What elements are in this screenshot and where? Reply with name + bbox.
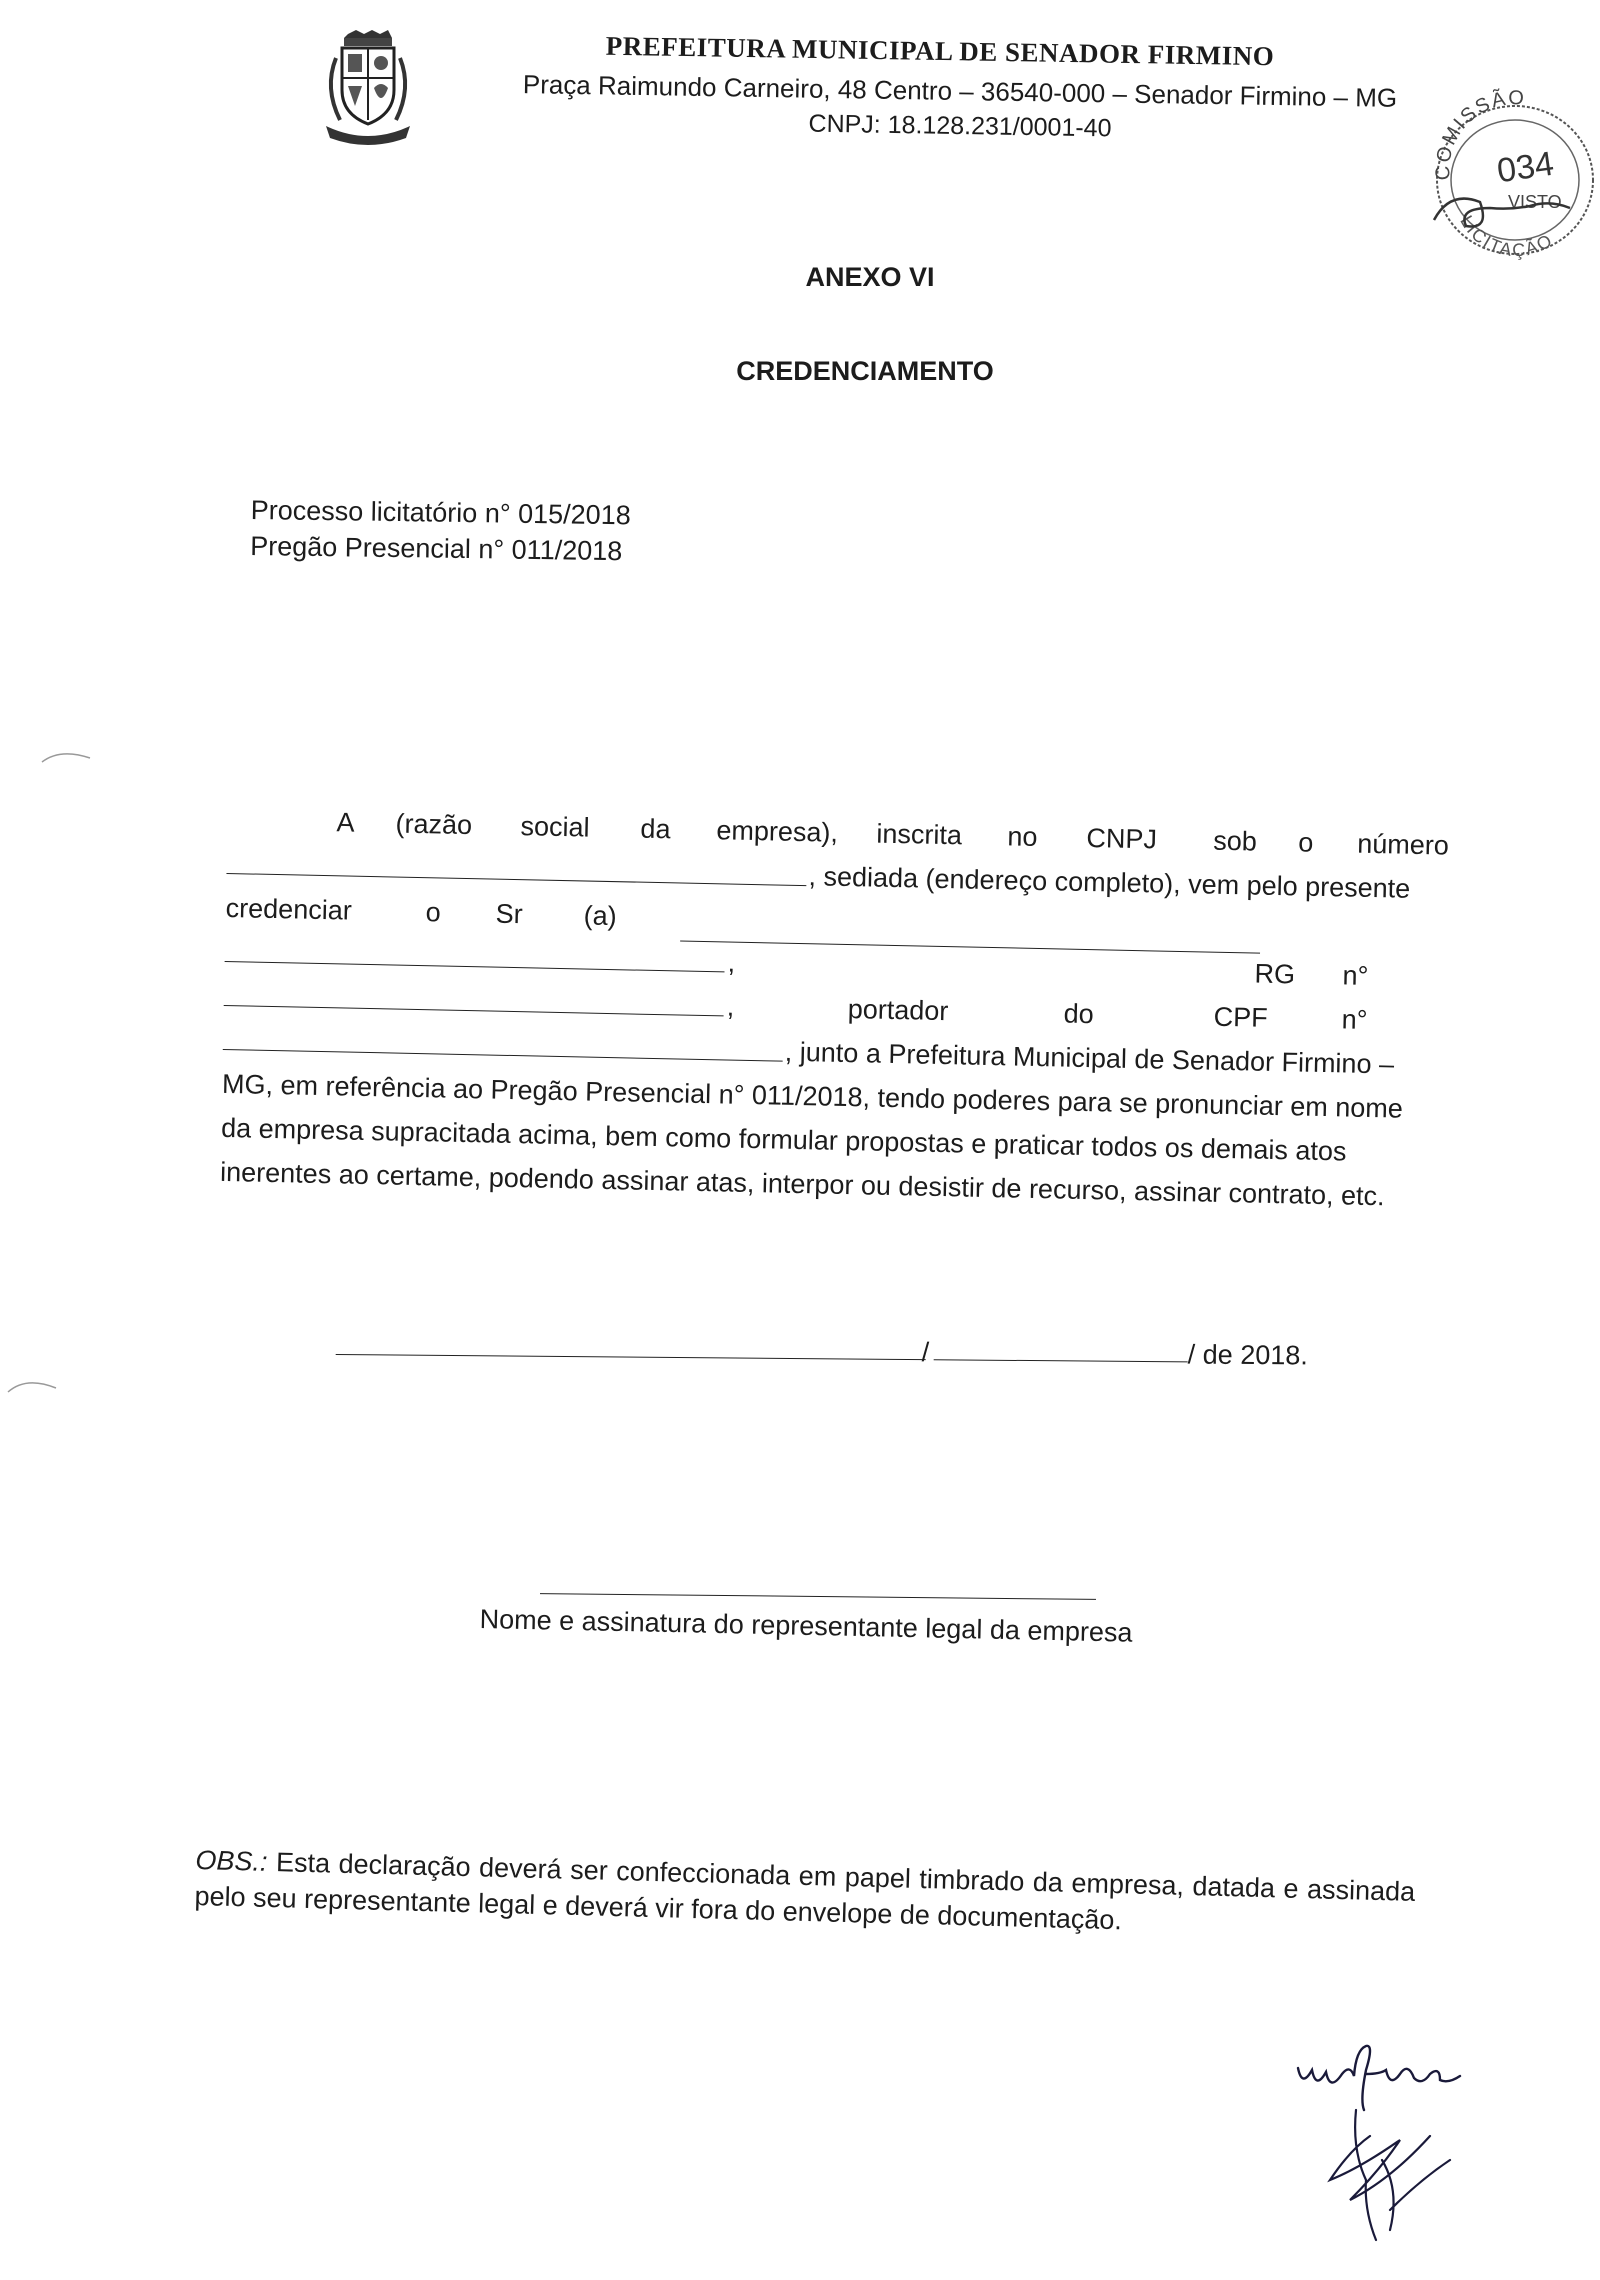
body-line-1: A (razão social da empresa), inscrita no CNPJ sob o número xyxy=(336,807,1450,861)
body-line-2: , sediada (endereço completo), vem pelo presente xyxy=(226,844,1457,914)
commission-stamp xyxy=(1420,80,1600,270)
body-line-7: MG, em referência ao Pregão Presencial n° 011/2018, tendo poderes para se pronunciar em nome xyxy=(221,1068,1404,1124)
body-line-4: , RG n° xyxy=(224,932,1455,1002)
cpf-blank[interactable] xyxy=(223,1049,783,1062)
stamp-number: 034 xyxy=(1494,144,1557,191)
body-line-9: inerentes ao certame, podendo assinar atas, interpor ou desistir de recurso, assinar contrato, etc. xyxy=(219,1156,1385,1212)
cnpj-blank[interactable] xyxy=(226,873,806,886)
body-line-5: , portador do CPF n° xyxy=(223,976,1454,1046)
process-number: Processo licitatório n° 015/2018 xyxy=(250,494,631,531)
header-title: PREFEITURA MUNICIPAL DE SENADOR FIRMINO xyxy=(605,30,1275,72)
city-day-blank[interactable] xyxy=(336,1354,926,1360)
signature-caption: Nome e assinatura do representante legal da empresa xyxy=(479,1604,1133,1648)
header-cnpj: CNPJ: 18.128.231/0001-40 xyxy=(808,109,1112,143)
municipal-crest xyxy=(318,28,418,146)
pregao-number: Pregão Presencial n° 011/2018 xyxy=(250,530,623,567)
process-info xyxy=(250,492,631,569)
body-line-8: da empresa supracitada acima, bem como formular propostas e praticar todos os demais atos xyxy=(220,1112,1347,1167)
header-address: Praça Raimundo Carneiro, 48 Centro – 36540-000 – Senador Firmino – MG xyxy=(522,69,1398,113)
stamp-bottom-text: LICITAÇÃO xyxy=(1456,212,1557,261)
signature-line[interactable] xyxy=(540,1593,1096,1600)
annex-title: ANEXO VI xyxy=(805,262,935,292)
rg-blank[interactable] xyxy=(224,1005,724,1016)
credential-body xyxy=(220,800,1458,1222)
scan-mark xyxy=(40,746,100,766)
date-line: / / de 2018. xyxy=(335,1320,1335,1389)
stamp-middle-text: VISTO xyxy=(1508,192,1562,212)
date-suffix: / de 2018. xyxy=(1187,1339,1308,1371)
body-line-3: credenciar o Sr (a) xyxy=(225,888,1456,958)
handwritten-signature xyxy=(1290,2040,1530,2260)
scan-mark xyxy=(6,1374,66,1394)
svg-text:LICITAÇÃO xyxy=(1456,212,1557,260)
observation xyxy=(194,1842,1415,1946)
month-blank[interactable] xyxy=(934,1359,1188,1362)
document-title: CREDENCIAMENTO xyxy=(736,356,994,386)
obs-text: Esta declaração deverá ser confeccionada em papel timbrado da empresa, datada e assinada pelo seu representante legal e deverá vir fora do envelope de documentação. xyxy=(194,1846,1416,1936)
representative-name-blank-2[interactable] xyxy=(225,961,725,972)
obs-label: OBS.: xyxy=(195,1844,268,1877)
body-line-6: , junto a Prefeitura Municipal de Senador Firmino – xyxy=(222,1020,1453,1090)
stamp-top-text: COMISSÃO xyxy=(1432,87,1527,181)
